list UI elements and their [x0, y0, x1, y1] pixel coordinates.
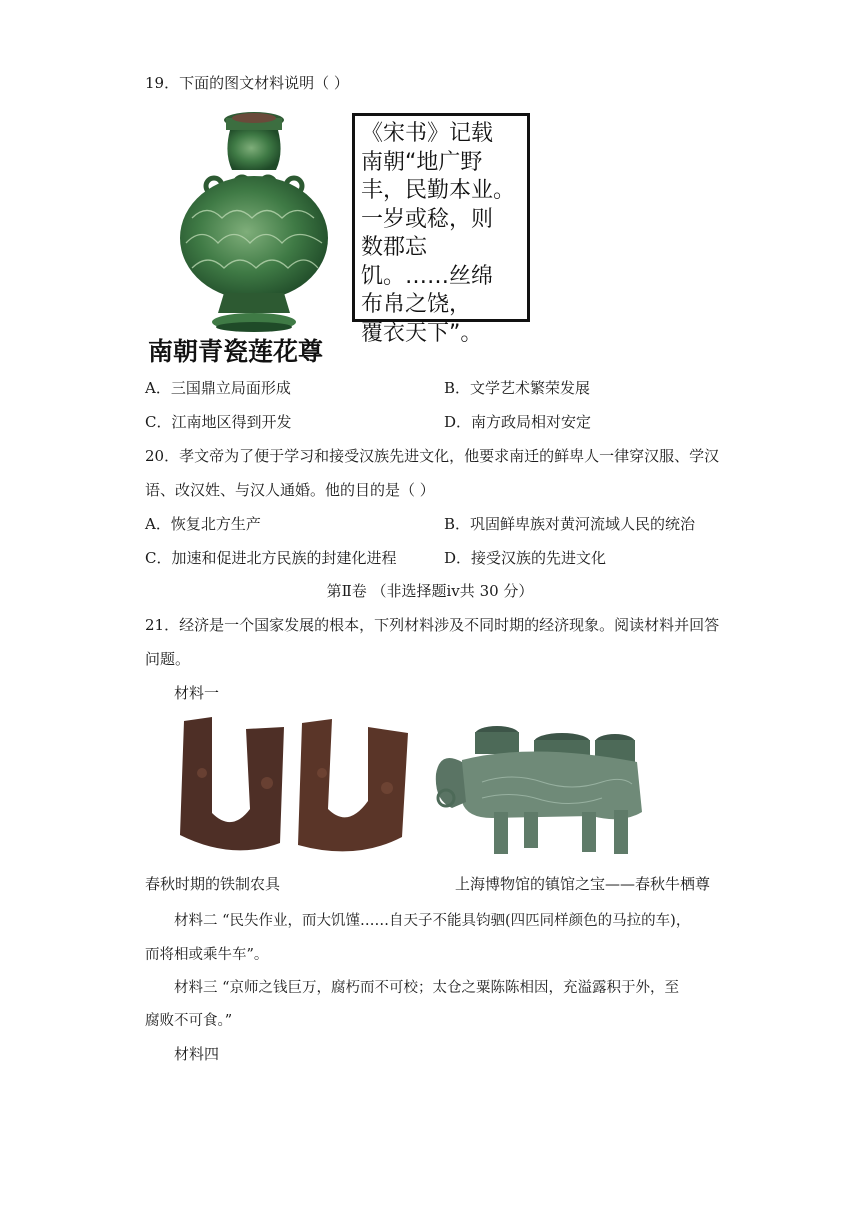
material1-label: 材料一 [174, 684, 220, 702]
caption-iron-tools: 春秋时期的铁制农具 [145, 875, 281, 893]
section-title: 第Ⅱ卷 （非选择题ⅳ共 30 分） [326, 582, 534, 600]
q20-option-d[interactable]: D．接受汉族的先进文化 [444, 549, 607, 567]
q20-stem-line1: 20．孝文帝为了便于学习和接受汉族先进文化，他要求南迁的鲜卑人一律穿汉服、学汉 [145, 447, 720, 465]
poem-line: 南朝“地广野 [361, 149, 483, 175]
iron-tools-image [172, 713, 417, 863]
poem-line: 饥。……丝绵 [361, 263, 494, 289]
q19-option-c[interactable]: C．江南地区得到开发 [145, 413, 292, 431]
poem-line: 丰，民勤本业。 [361, 178, 516, 203]
poem-line: 布帛之饶， [361, 292, 472, 317]
q20-option-a[interactable]: A．恢复北方生产 [145, 515, 261, 533]
lotus-vase-image [172, 108, 337, 333]
poem-line: 《宋书》记载 [361, 121, 494, 146]
q20-option-c[interactable]: C．加速和促进北方民族的封建化进程 [145, 549, 397, 567]
caption-ox-zun: 上海博物馆的镇馆之宝——春秋牛栖尊 [455, 875, 711, 893]
q19-option-d[interactable]: D．南方政局相对安定 [444, 413, 592, 431]
poem-line: 覆衣天下”。 [361, 320, 483, 346]
material2-line2: 而将相或乘牛车”。 [145, 947, 269, 963]
material3-line2: 腐败不可食。” [145, 1013, 233, 1029]
bronze-ox-zun-image [432, 712, 647, 860]
material2-line1: 材料二 “民失作业，而大饥馑……自天子不能具钧驷(四匹同样颜色的马拉的车)， [174, 913, 691, 929]
q19-option-b[interactable]: B．文学艺术繁荣发展 [444, 379, 591, 397]
material4-label: 材料四 [174, 1045, 220, 1063]
q19-stem: 19．下面的图文材料说明（ ） [145, 74, 349, 92]
song-shu-text-box [352, 113, 530, 346]
poem-line: 一岁或稔，则 [361, 206, 494, 232]
q21-stem-line2: 问题。 [145, 650, 191, 668]
q20-option-b[interactable]: B．巩固鲜卑族对黄河流域人民的统治 [444, 515, 696, 533]
material3-line1: 材料三 “京师之钱巨万，腐朽而不可校；太仓之粟陈陈相因，充溢露积于外，至 [174, 980, 680, 996]
poem-line: 数郡忘 [361, 235, 428, 260]
q20-stem-line2: 语、改汉姓、与汉人通婚。他的目的是（ ） [145, 481, 435, 499]
q19-option-a[interactable]: A．三国鼎立局面形成 [145, 379, 291, 397]
vase-caption: 南朝青瓷莲花尊 [148, 337, 324, 366]
q21-stem-line1: 21．经济是一个国家发展的根本，下列材料涉及不同时期的经济现象。阅读材料并回答 [145, 616, 720, 634]
